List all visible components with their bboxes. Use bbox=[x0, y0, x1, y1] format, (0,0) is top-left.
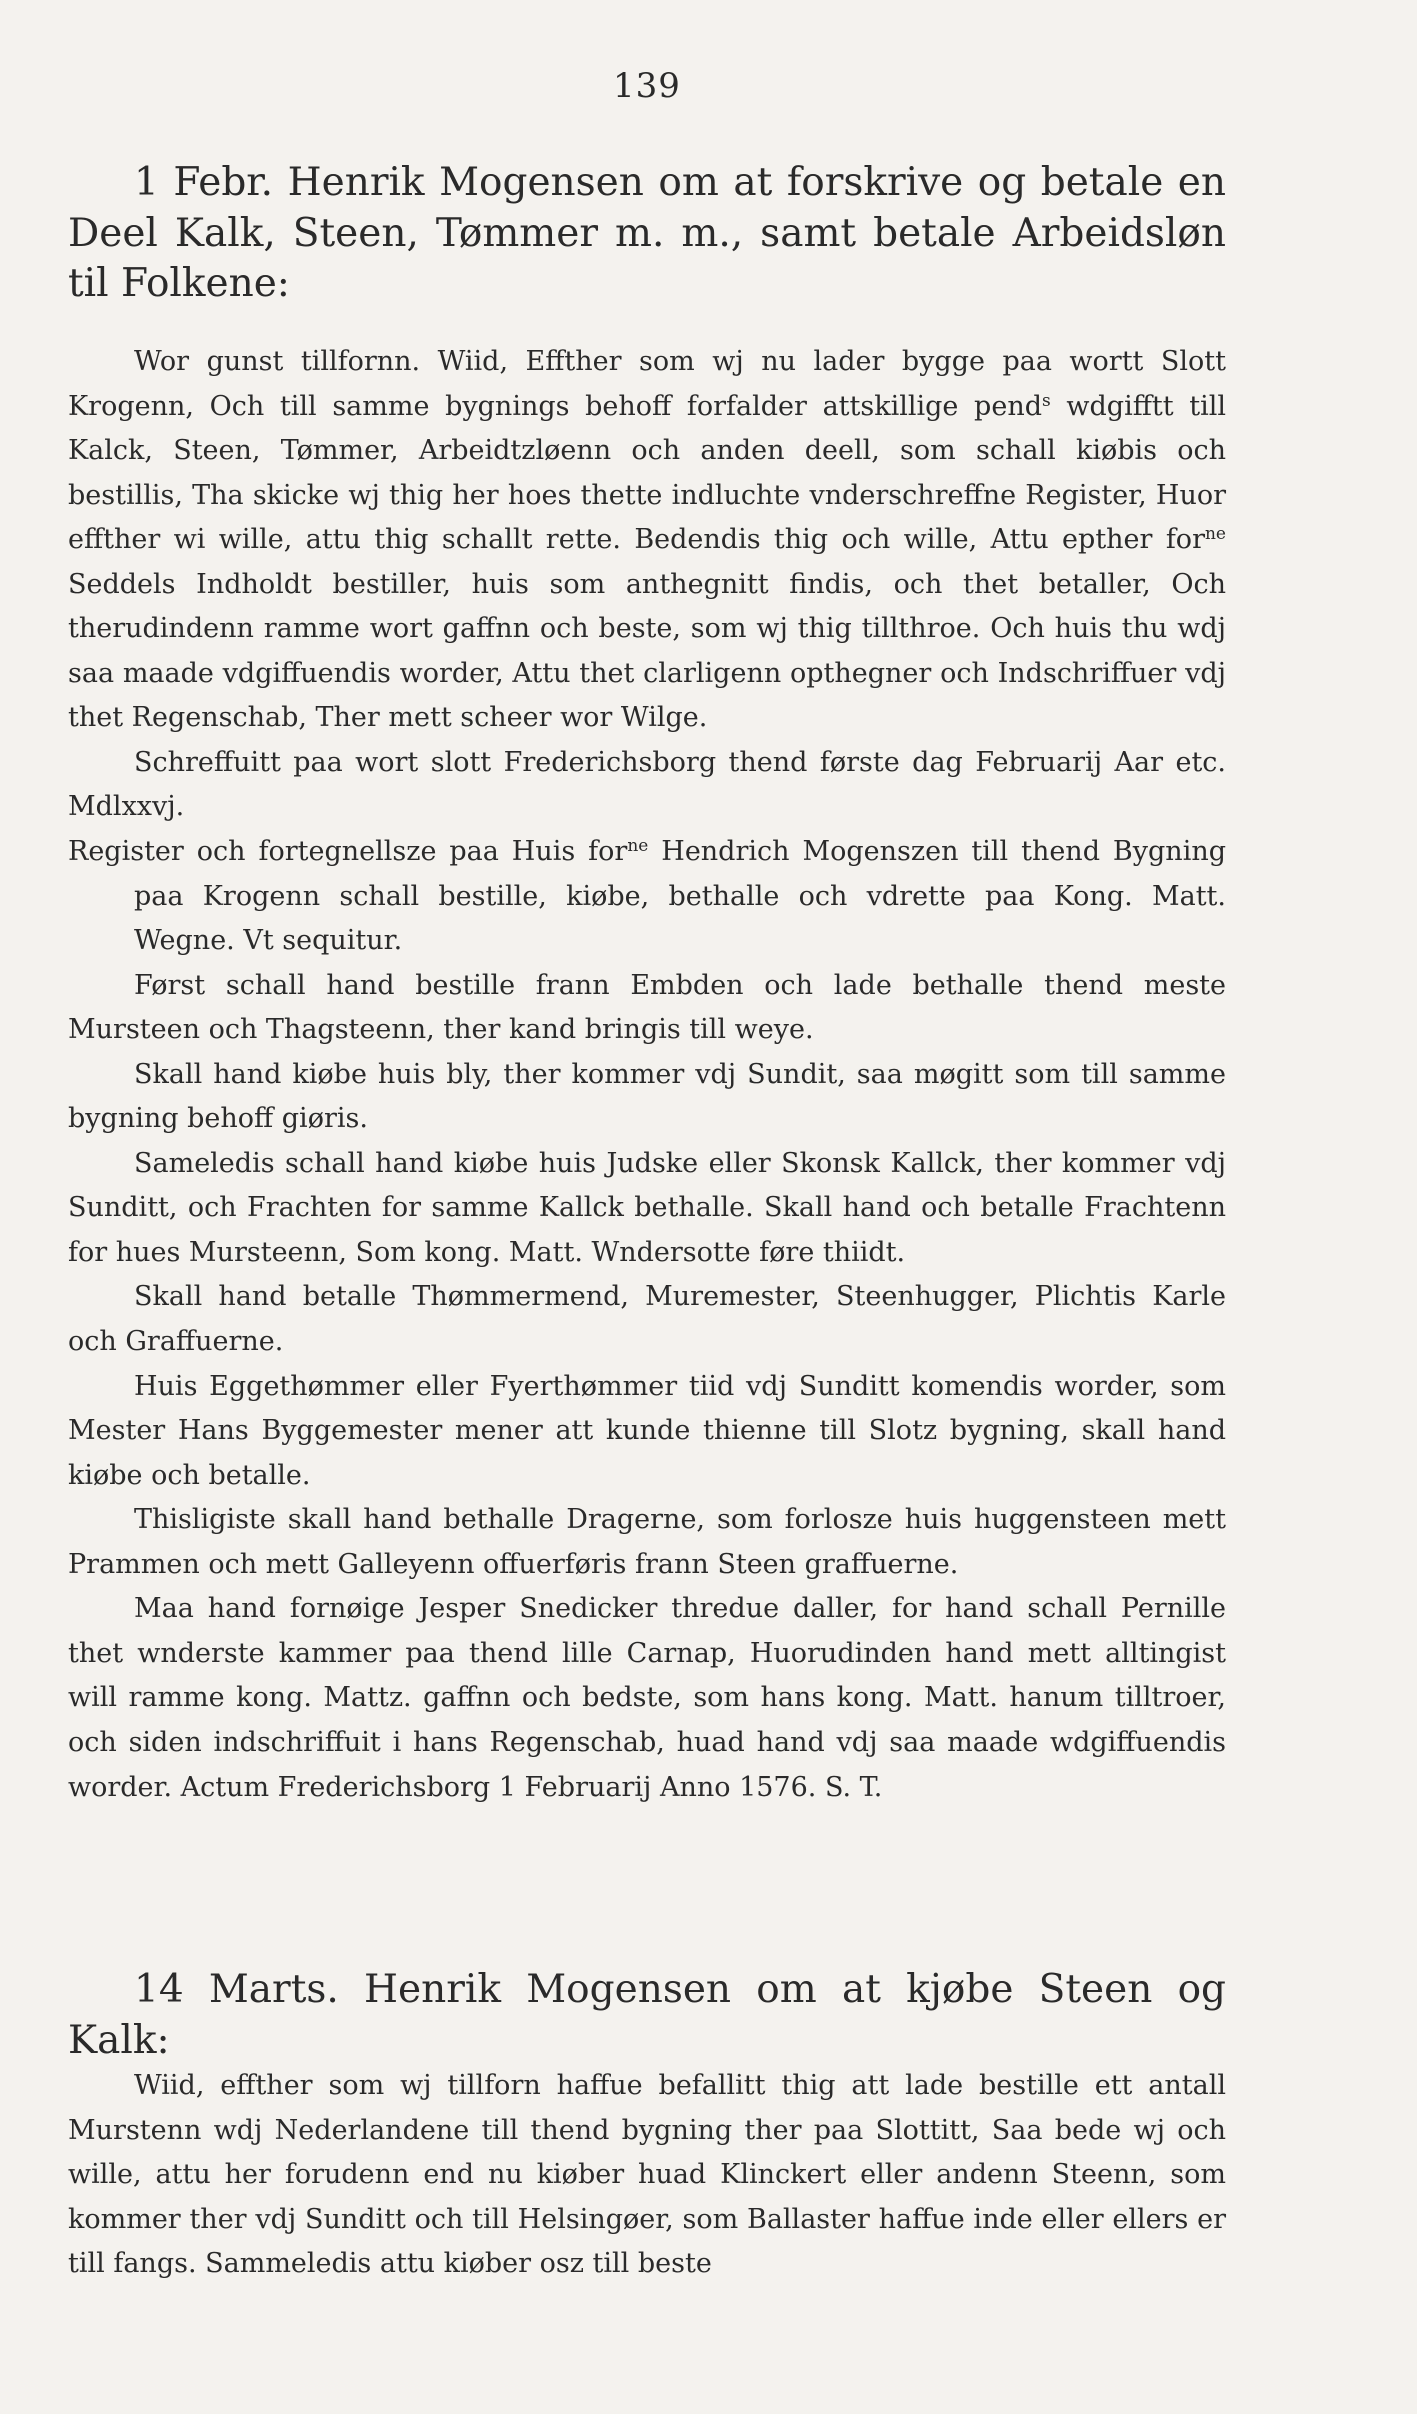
register-item: Skall hand kiøbe huis bly, ther kommer vdj Sundit, saa møgitt som till samme bygning behoff giøris. bbox=[68, 1058, 1226, 1135]
letter-paragraph: Wiid, effther som wj tillforn haffue befallitt thig att lade bestille ett antall Murstenn wdj Nederlandene till thend bygning ther paa Slottitt, Saa bede wj och wille, attu her forudenn end nu kiøber huad Klinckert eller andenn Steenn, som kommer ther vdj Sunditt och till Helsingøer, som Ballaster haffue inde eller ellers er till fangs. Sammeledis attu kiøber osz till beste bbox=[68, 2070, 1226, 2280]
register-intro: Register och fortegnellsze paa Huis for$^{ne}$ Hendrich Mogenszen till thend Bygning paa Krogenn schall bestille, kiøbe, bethalle och vdrette paa Kong. Matt. Wegne. Vt sequitur. bbox=[68, 836, 1226, 957]
document-page bbox=[68, 0, 1226, 2414]
section-body-1 bbox=[68, 340, 1226, 1810]
register-item: Huis Eggethømmer eller Fyerthømmer tiid vdj Sunditt komendis worder, som Mester Hans Byggemester mener att kunde thienne till Slotz bygning, skall hand kiøbe och betalle. bbox=[68, 1370, 1226, 1491]
letter-closing: Schreffuitt paa wort slott Frederichsborg thend første dag Februarij Aar etc. Mdlxxvj. bbox=[68, 746, 1226, 823]
register-item: Maa hand fornøige Jesper Snedicker thredue daller, for hand schall Pernille thet wnderste kammer paa thend lille Carnap, Huorudinden hand mett alltingist will ramme kong. Mattz. gaffnn och bedste, som hans kong. Matt. hanum tilltroer, och siden indschriffuit i hans Regenschab, huad hand vdj saa maade wdgiffuendis worder. Actum Frederichsborg 1 Februarij Anno 1576. S. T. bbox=[68, 1593, 1226, 1803]
page-number: 139 bbox=[613, 66, 681, 106]
section-heading-1 bbox=[68, 158, 1226, 310]
register-item: Først schall hand bestille frann Embden och lade bethalle thend meste Mursteen och Thagsteenn, ther kand bringis till weye. bbox=[68, 969, 1226, 1046]
section-heading-2 bbox=[68, 1965, 1226, 2066]
register-item: Sameledis schall hand kiøbe huis Judske eller Skonsk Kallck, ther kommer vdj Sunditt, och Frachten for samme Kallck bethalle. Skall hand och betalle Frachtenn for hues Mursteenn, Som kong. Matt. Wndersotte føre thiidt. bbox=[68, 1147, 1226, 1268]
heading-title: Henrik Mogensen om at kjøbe Steen og Kalk: bbox=[68, 1967, 1227, 2063]
register-item: Skall hand betalle Thømmermend, Muremester, Steenhugger, Plichtis Karle och Graffuerne. bbox=[68, 1281, 1226, 1358]
section-body-2 bbox=[68, 2064, 1226, 2287]
heading-title: Henrik Mogensen om at forskrive og betale en Deel Kalk, Steen, Tømmer m. m., samt betale Arbeidsløn til Folkene: bbox=[68, 160, 1226, 307]
letter-paragraph: Wor gunst tillfornn. Wiid, Effther som wj nu lader bygge paa wortt Slott Krogenn, Och till samme bygnings behoff forfalder attskillige pend$^s$ wdgifftt till Kalck, Steen, Tømmer, Arbeidtzløenn och anden deell, som schall kiøbis och bestillis, Tha skicke wj thig her hoes thette indluchte vnderschreffne Register, Huor effther wi wille, attu thig schallt rette. Bedendis thig och wille, Attu epther for$^{ne}$ Seddels Indholdt bestiller, huis som anthegnitt findis, och thet betaller, Och therudindenn ramme wort gaffnn och beste, som wj thig tillthroe. Och huis thu wdj saa maade vdgiffuendis worder, Attu thet clarligenn opthegner och Indschriffuer vdj thet Regenschab, Ther mett scheer wor Wilge. bbox=[68, 346, 1226, 734]
heading-date: 1 Febr. bbox=[134, 160, 274, 205]
heading-date: 14 Marts. bbox=[134, 1967, 339, 2012]
register-item: Thisligiste skall hand bethalle Dragerne, som forlosze huis huggensteen mett Prammen och mett Galleyenn offuerføris frann Steen graffuerne. bbox=[68, 1504, 1226, 1580]
